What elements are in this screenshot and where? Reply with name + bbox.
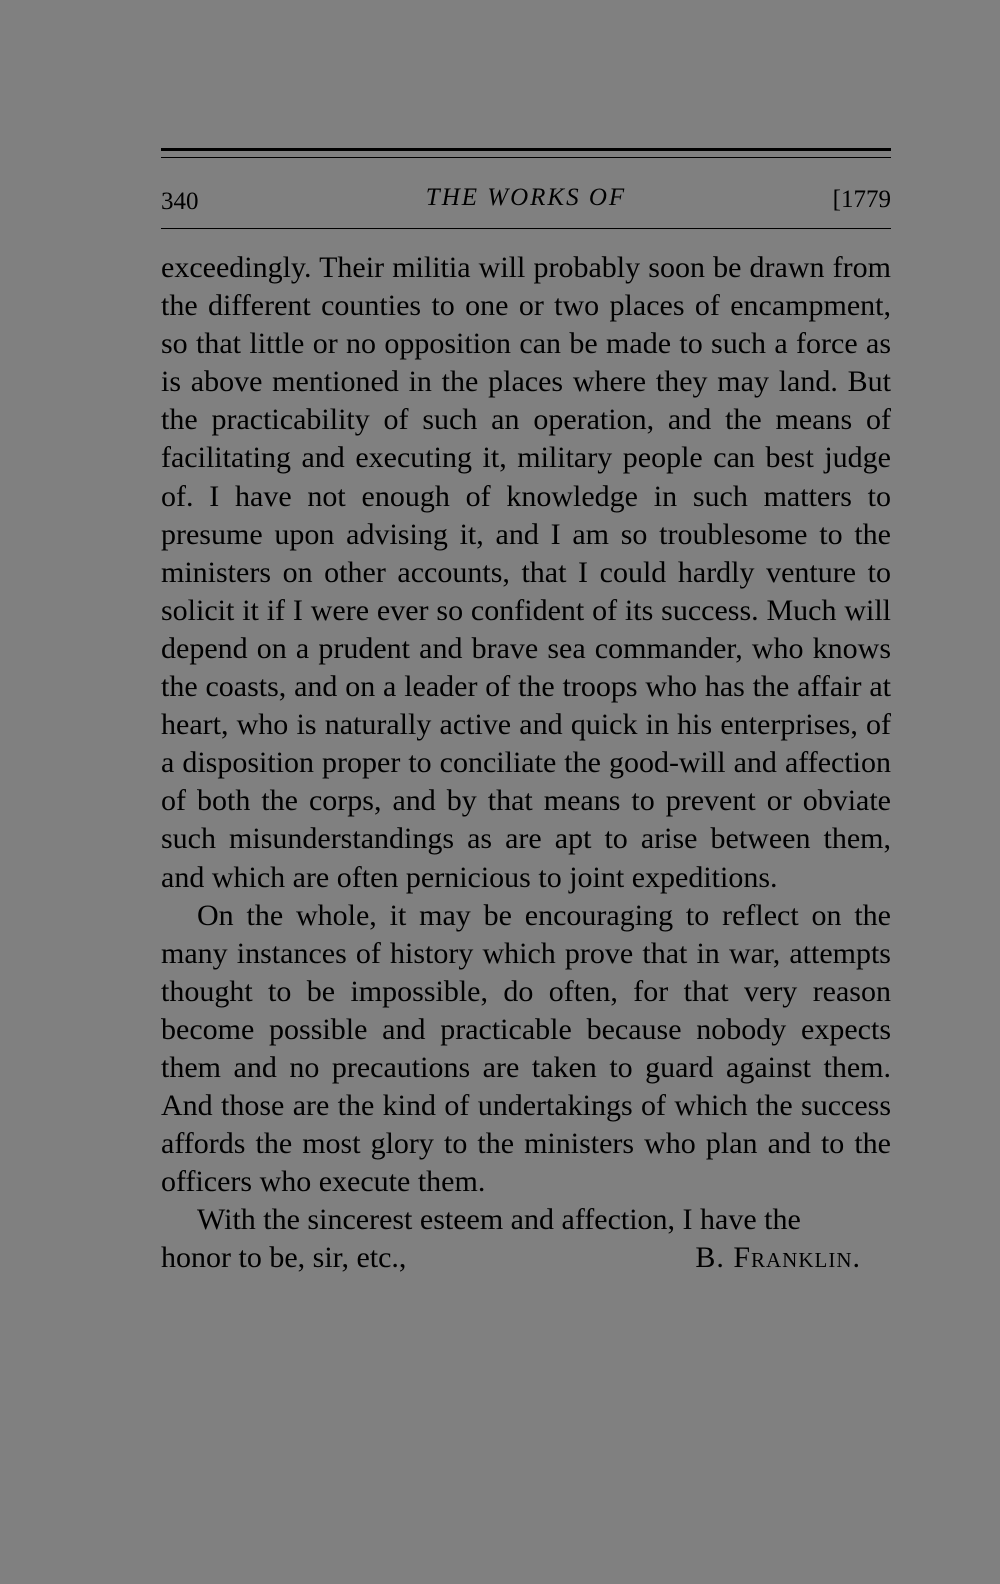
header-rule-thick	[161, 148, 891, 151]
header-rule-thin	[161, 157, 891, 158]
running-title: THE WORKS OF	[425, 184, 627, 211]
body-text	[161, 249, 891, 1278]
closing-line-1: With the sincerest esteem and affection, I have the	[197, 1203, 801, 1237]
page-number: 340	[161, 188, 199, 215]
signature: B. Franklin.	[695, 1241, 861, 1275]
running-year: [1779	[832, 186, 891, 213]
paragraph-1: exceedingly. Their militia will probably soon be drawn from the different counties to one or two places of encampment, so that little or no opposition can be made to such a force as is above mentioned in the places where they may land. But the practicability of such an operation, and the means of facilitating and executing it, military people can best judge of. I have not enough of knowledge in such matters to presume upon advising it, and I am so troublesome to the ministers on other accounts, that I could hardly venture to solicit it if I were ever so confident of its success. Much will depend on a prudent and brave sea commander, who knows the coasts, and on a leader of the troops who has the affair at heart, who is naturally active and quick in his enterprises, of a disposition proper to conciliate the good-will and affection of both the corps, and by that means to prevent or obviate such misunderstandings as are apt to arise between them, and which are often pernicious to joint expeditions.	[161, 251, 891, 894]
running-head	[161, 182, 891, 232]
paragraph-2: On the whole, it may be encouraging to reflect on the many instances of history which prove that in war, attempts thought to be impossible, do often, for that very reason become possible and practicable because nobody expects them and no precautions are taken to guard against them. And those are the kind of undertakings of which the success affords the most glory to the ministers who plan and to the officers who execute them.	[161, 898, 891, 1199]
book-page	[161, 148, 891, 1278]
closing-line-2	[161, 1239, 891, 1277]
closing-salutation: honor to be, sir, etc.,	[161, 1241, 407, 1275]
